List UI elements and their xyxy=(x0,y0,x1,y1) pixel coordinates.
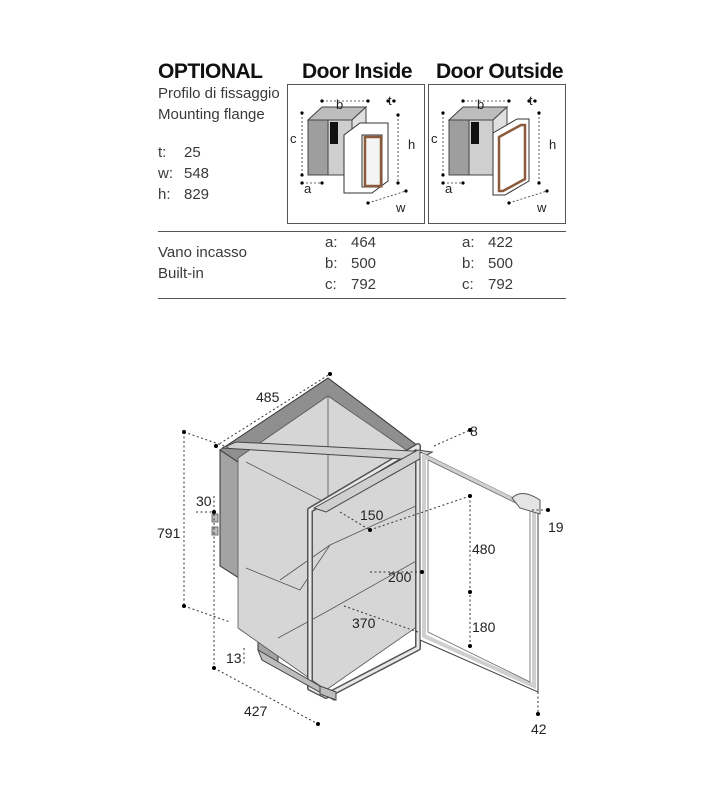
door-inside-label-b: b xyxy=(336,97,344,112)
dim-door-42: 42 xyxy=(531,721,547,737)
builtin-inside-c: c: 792 xyxy=(325,276,377,293)
door-inside-label-h: h xyxy=(408,137,416,152)
door-outside-label-c: c xyxy=(431,131,438,146)
dim-upper-height: 480 xyxy=(472,541,496,557)
door-inside-label-t: t xyxy=(388,93,392,108)
builtin-outside-b: b: 500 xyxy=(462,255,514,272)
door-outside-label-b: b xyxy=(477,97,485,112)
optional-title: OPTIONAL xyxy=(158,60,263,83)
door-outside-label-a: a xyxy=(445,181,453,196)
dim-flange-30: 30 xyxy=(196,493,212,509)
door-inside-label-c: c xyxy=(290,131,297,146)
flange-dim-t: t: 25 xyxy=(158,144,201,161)
door-inside-title: Door Inside xyxy=(302,60,413,83)
dim-door-19: 19 xyxy=(548,519,564,535)
dim-width-top: 485 xyxy=(256,389,280,405)
door-inside-label-w: w xyxy=(396,200,406,215)
door-outside-label-t: t xyxy=(529,93,533,108)
builtin-label-it: Vano incasso xyxy=(158,244,247,261)
flange-dim-w: w: 548 xyxy=(158,165,210,182)
dim-shelf-depth: 150 xyxy=(360,507,384,523)
builtin-inside-b: b: 500 xyxy=(325,255,377,272)
dim-inner-width: 370 xyxy=(352,615,376,631)
dim-base-13: 13 xyxy=(226,650,242,666)
dim-lower-width: 200 xyxy=(388,569,412,585)
builtin-inside-a: a: 464 xyxy=(325,234,377,251)
builtin-label-en: Built-in xyxy=(158,265,204,282)
flange-label-it: Profilo di fissaggio xyxy=(158,85,280,102)
door-outside-label-w: w xyxy=(537,200,547,215)
flange-label-en: Mounting flange xyxy=(158,106,265,123)
builtin-outside-c: c: 792 xyxy=(462,276,514,293)
door-inside-label-a: a xyxy=(304,181,312,196)
dim-depth-base: 427 xyxy=(244,703,268,719)
flange-dim-h: h: 829 xyxy=(158,186,210,203)
dim-height-total: 791 xyxy=(157,525,181,541)
door-outside-title: Door Outside xyxy=(436,60,564,83)
dim-lower-height: 180 xyxy=(472,619,496,635)
dim-gasket: 8 xyxy=(470,423,478,439)
door-outside-label-h: h xyxy=(549,137,557,152)
builtin-outside-a: a: 422 xyxy=(462,234,514,251)
